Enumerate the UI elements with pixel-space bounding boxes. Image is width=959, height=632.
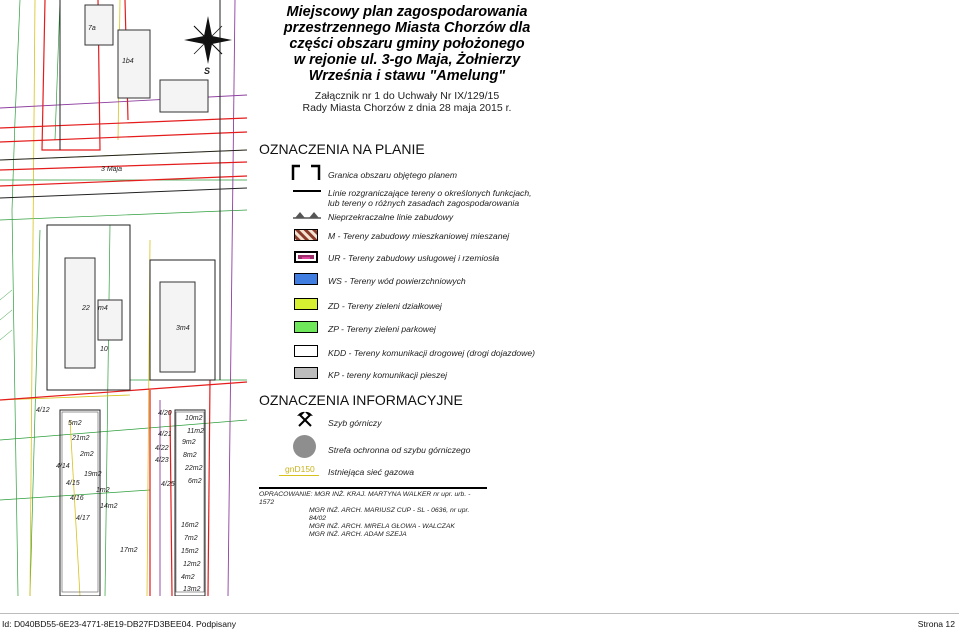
parcel-label: 4m2 (181, 574, 195, 581)
parcel-label: 10 (100, 346, 108, 353)
parcel-label: 19m2 (84, 471, 102, 478)
author-line: MGR INŻ. ARCH. MIRELA GŁOWA - WALCZAK (309, 523, 455, 530)
kp-swatch (294, 367, 318, 379)
gas-line-code: gnD150 (285, 464, 315, 474)
legend-label: Linie rozgraniczające tereny o określonych funkcjach, (328, 188, 532, 198)
author-line: OPRACOWANIE: MGR INŻ. KRAJ. MARTYNA WALKER nr upr. urb. - 1572 (259, 491, 471, 506)
plan-legend-heading: OZNACZENIA NA PLANIE (259, 141, 425, 157)
legend-label: Istniejąca sieć gazowa (328, 467, 414, 477)
author-line: MGR INŻ. ARCH. ADAM SZEJA (309, 531, 407, 538)
mine-shaft-icon (296, 411, 316, 429)
document-id: Id: D040BD55-6E23-4771-8E19-DB27FD3BEE04. Podpisany (2, 619, 237, 629)
boundary-bracket-icon (291, 164, 321, 182)
parcel-label: 8m2 (183, 452, 197, 459)
parcel-label: 22 (82, 305, 90, 312)
parcel-label: 13m2 (183, 586, 201, 593)
protection-zone-icon (293, 435, 316, 458)
parcel-label: 4/17 (76, 515, 90, 522)
legend-label: ZP - Tereny zieleni parkowej (328, 324, 436, 334)
authors-block (259, 487, 487, 539)
title-line: przestrzennego Miasta Chorzów dla (283, 20, 531, 36)
parcel-label: 4/21 (158, 431, 172, 438)
dividing-line-icon (293, 188, 321, 194)
parcel-label: 21m2 (72, 435, 90, 442)
parcel-label: 4/22 (155, 445, 169, 452)
parcel-label: 5m2 (68, 420, 82, 427)
parcel-label: 7m2 (184, 535, 198, 542)
parcel-label: 11m2 (187, 428, 204, 435)
zd-swatch (294, 298, 318, 310)
zp-swatch (294, 321, 318, 333)
title-line: Miejscowy plan zagospodarowania (286, 4, 528, 20)
plan-subtitle (282, 90, 532, 114)
legend-label: lub tereny o różnych zasadach zagospodarowania (328, 198, 520, 208)
ur-swatch (294, 251, 318, 263)
page-number: Strona 12 (917, 619, 955, 629)
author-line: MGR INŻ. ARCH. MARIUSZ CUP - SL - 0636, nr upr. 84/02 (309, 507, 470, 522)
legend-label: KDD - Tereny komunikacji drogowej (drogi dojazdowe) (328, 348, 535, 358)
document-footer (0, 613, 959, 632)
parcel-label: 2m2 (80, 451, 94, 458)
subtitle-line: Załącznik nr 1 do Uchwały Nr IX/129/15 (314, 90, 500, 102)
parcel-label: 1m2 (96, 487, 110, 494)
legend-label: Szyb górniczy (328, 418, 382, 428)
parcel-label: 22m2 (185, 465, 203, 472)
parcel-label: 12m2 (183, 561, 201, 568)
parcel-label: 14m2 (100, 503, 118, 510)
legend-label: ZD - Tereny zieleni działkowej (328, 301, 442, 311)
info-legend-heading: OZNACZENIA INFORMACYJNE (259, 392, 463, 408)
parcel-label: 4/25 (161, 481, 175, 488)
parcel-label: 4/16 (70, 495, 84, 502)
parcel-label: 3m4 (176, 325, 190, 332)
parcel-label: 6m2 (188, 478, 202, 485)
street-label: 3 Maja (101, 166, 123, 173)
ws-swatch (294, 273, 318, 285)
legend-label: Strefa ochronna od szybu górniczego (328, 445, 471, 455)
parcel-label: 10m2 (185, 415, 203, 422)
compass-s-label: S (204, 66, 211, 76)
map-base (0, 0, 247, 596)
plan-map (0, 0, 247, 596)
building-line-icon (293, 210, 321, 220)
parcel-label: 4/14 (56, 463, 70, 470)
legend-label: M - Tereny zabudowy mieszkaniowej mieszanej (328, 231, 510, 241)
title-line: Września i stawu "Amelung" (308, 68, 506, 84)
parcel-label: m4 (98, 305, 108, 312)
parcel-label: 1b4 (122, 58, 134, 65)
gas-line-icon (279, 475, 319, 476)
parcel-label: 16m2 (181, 522, 199, 529)
parcel-label: 7a (88, 25, 96, 32)
subtitle-line: Rady Miasta Chorzów z dnia 28 maja 2015 r. (302, 102, 512, 114)
parcel-label: 9m2 (182, 439, 196, 446)
hatch-swatch-icon (294, 229, 318, 241)
plan-title (282, 4, 532, 84)
parcel-label: 4/20 (158, 410, 172, 417)
legend-label: UR - Tereny zabudowy usługowej i rzemiosła (328, 253, 500, 263)
legend-label: Granica obszaru objętego planem (328, 170, 457, 180)
title-line: części obszaru gminy położonego (289, 36, 525, 52)
legend-label: Nieprzekraczalne linie zabudowy (328, 212, 454, 222)
parcel-label: 17m2 (120, 547, 138, 554)
parcel-label: 4/15 (66, 480, 80, 487)
parcel-label: 15m2 (181, 548, 199, 555)
legend-label: WS - Tereny wód powierzchniowych (328, 276, 466, 286)
legend-label: KP - tereny komunikacji pieszej (328, 370, 448, 380)
parcel-label: 4/23 (155, 457, 169, 464)
kdd-swatch (294, 345, 318, 357)
title-line: w rejonie ul. 3-go Maja, Żołnierzy (293, 52, 521, 68)
parcel-label: 4/12 (36, 407, 50, 414)
